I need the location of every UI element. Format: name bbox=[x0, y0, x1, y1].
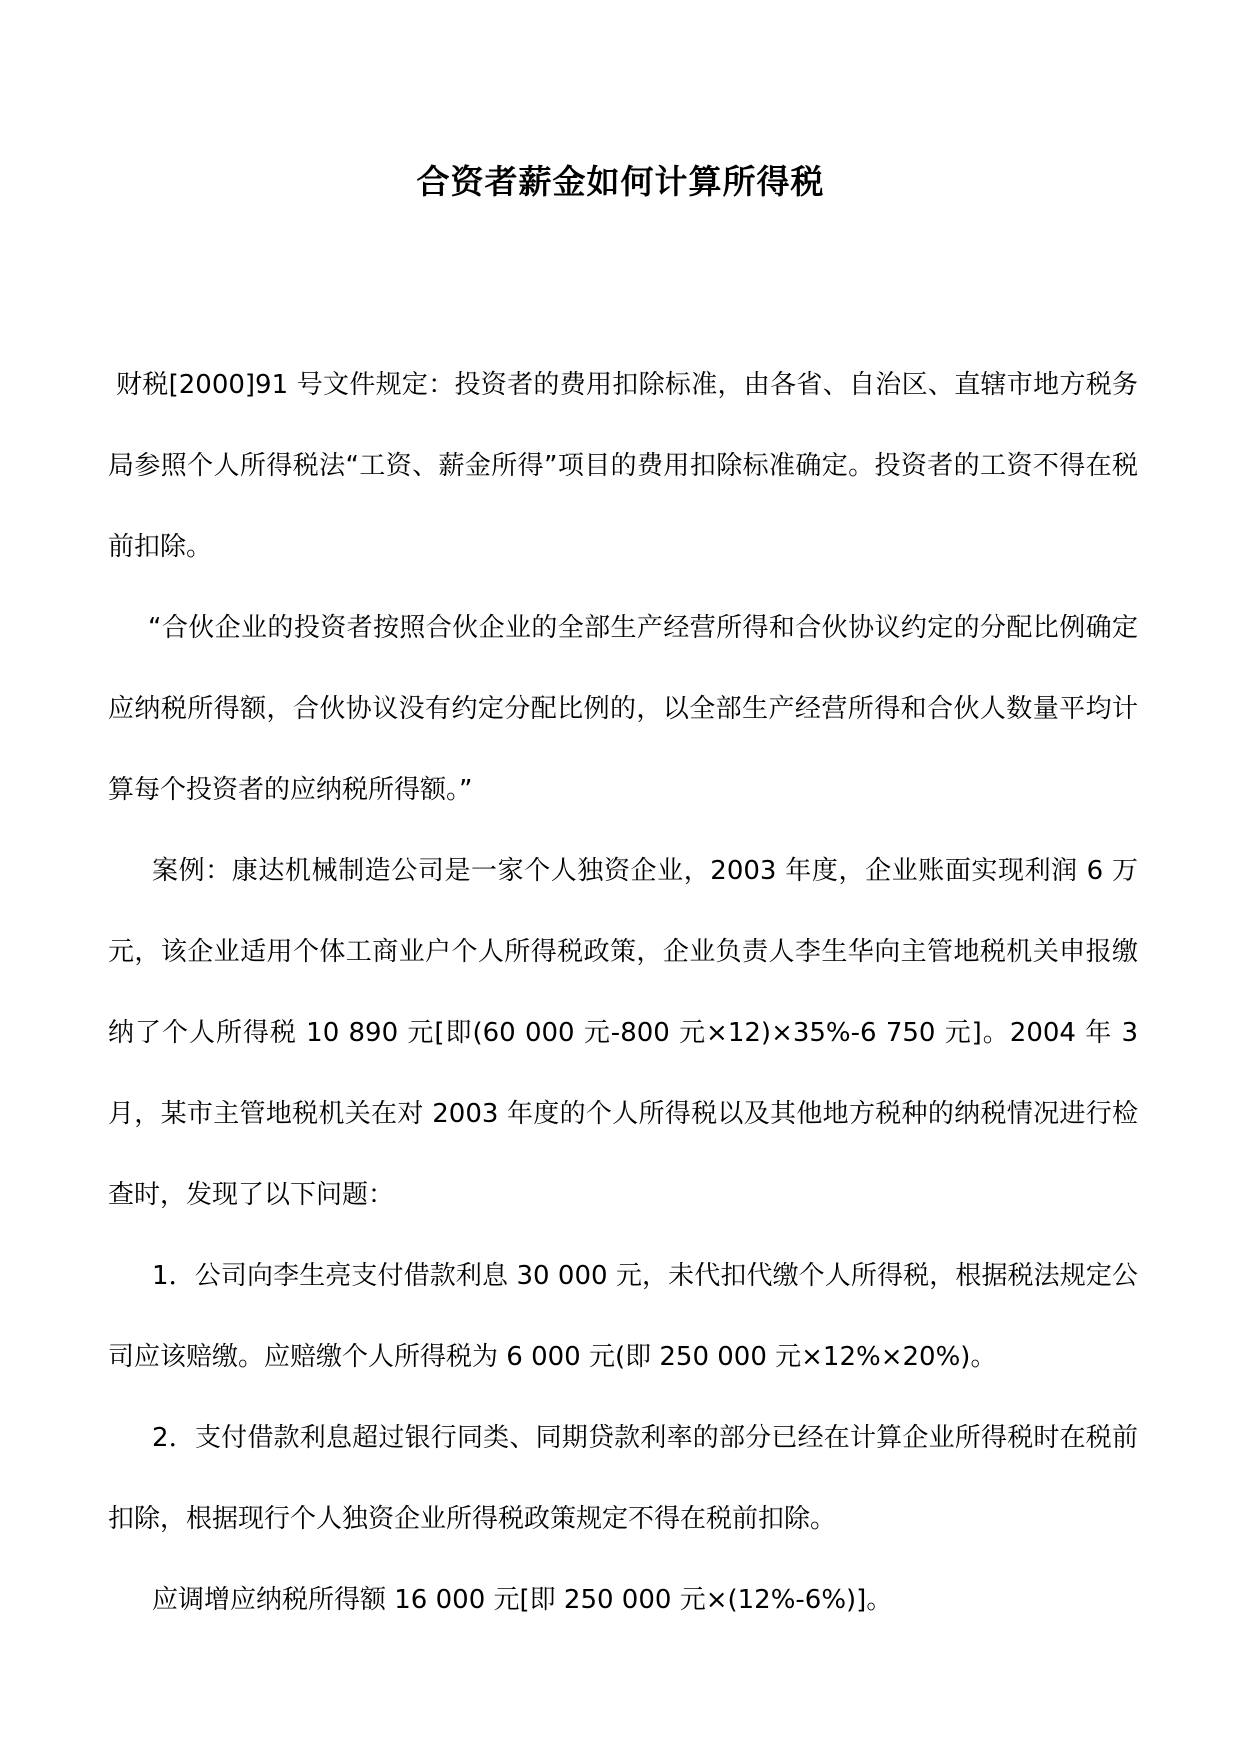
paragraph-case-study: 案例：康达机械制造公司是一家个人独资企业，2003 年度，企业账面实现利润 6 万元，该企业适用个体工商业户个人所得税政策，企业负责人李生华向主管地税机关申报缴纳了个人所得税 10 890 元[即(60 000 元-800 元×12)×35%-6 750 元]。2004 年 3 月，某市主管地税机关在对 2003 年度的个人所得税以及其他地方税种的纳税情况进行检查时，发现了以下问题： bbox=[108, 856, 1138, 1210]
paragraph-partnership-quote: “合伙企业的投资者按照合伙企业的全部生产经营所得和合伙协议约定的分配比例确定应纳税所得额，合伙协议没有约定分配比例的，以全部生产经营所得和合伙人数量平均计算每个投资者的应纳税所得额。” bbox=[108, 613, 1138, 805]
paragraph-issue-1: 1．公司向李生亮支付借款利息 30 000 元，未代扣代缴个人所得税，根据税法规定公司应该赔缴。应赔缴个人所得税为 6 000 元(即 250 000 元×12%×20%)。 bbox=[108, 1261, 1138, 1372]
document-body bbox=[108, 345, 1138, 1641]
document-title: 合资者薪金如何计算所得税 bbox=[416, 162, 825, 201]
paragraph-adjustment: 应调增应纳税所得额 16 000 元[即 250 000 元×(12%-6%)]。 bbox=[152, 1585, 893, 1615]
paragraph-tax-regulation: 财税[2000]91 号文件规定：投资者的费用扣除标准，由各省、自治区、直辖市地方税务局参照个人所得税法“工资、薪金所得”项目的费用扣除标准确定。投资者的工资不得在税前扣除。 bbox=[108, 370, 1138, 562]
paragraph-issue-2: 2．支付借款利息超过银行同类、同期贷款利率的部分已经在计算企业所得税时在税前扣除，根据现行个人独资企业所得税政策规定不得在税前扣除。 bbox=[108, 1423, 1138, 1534]
